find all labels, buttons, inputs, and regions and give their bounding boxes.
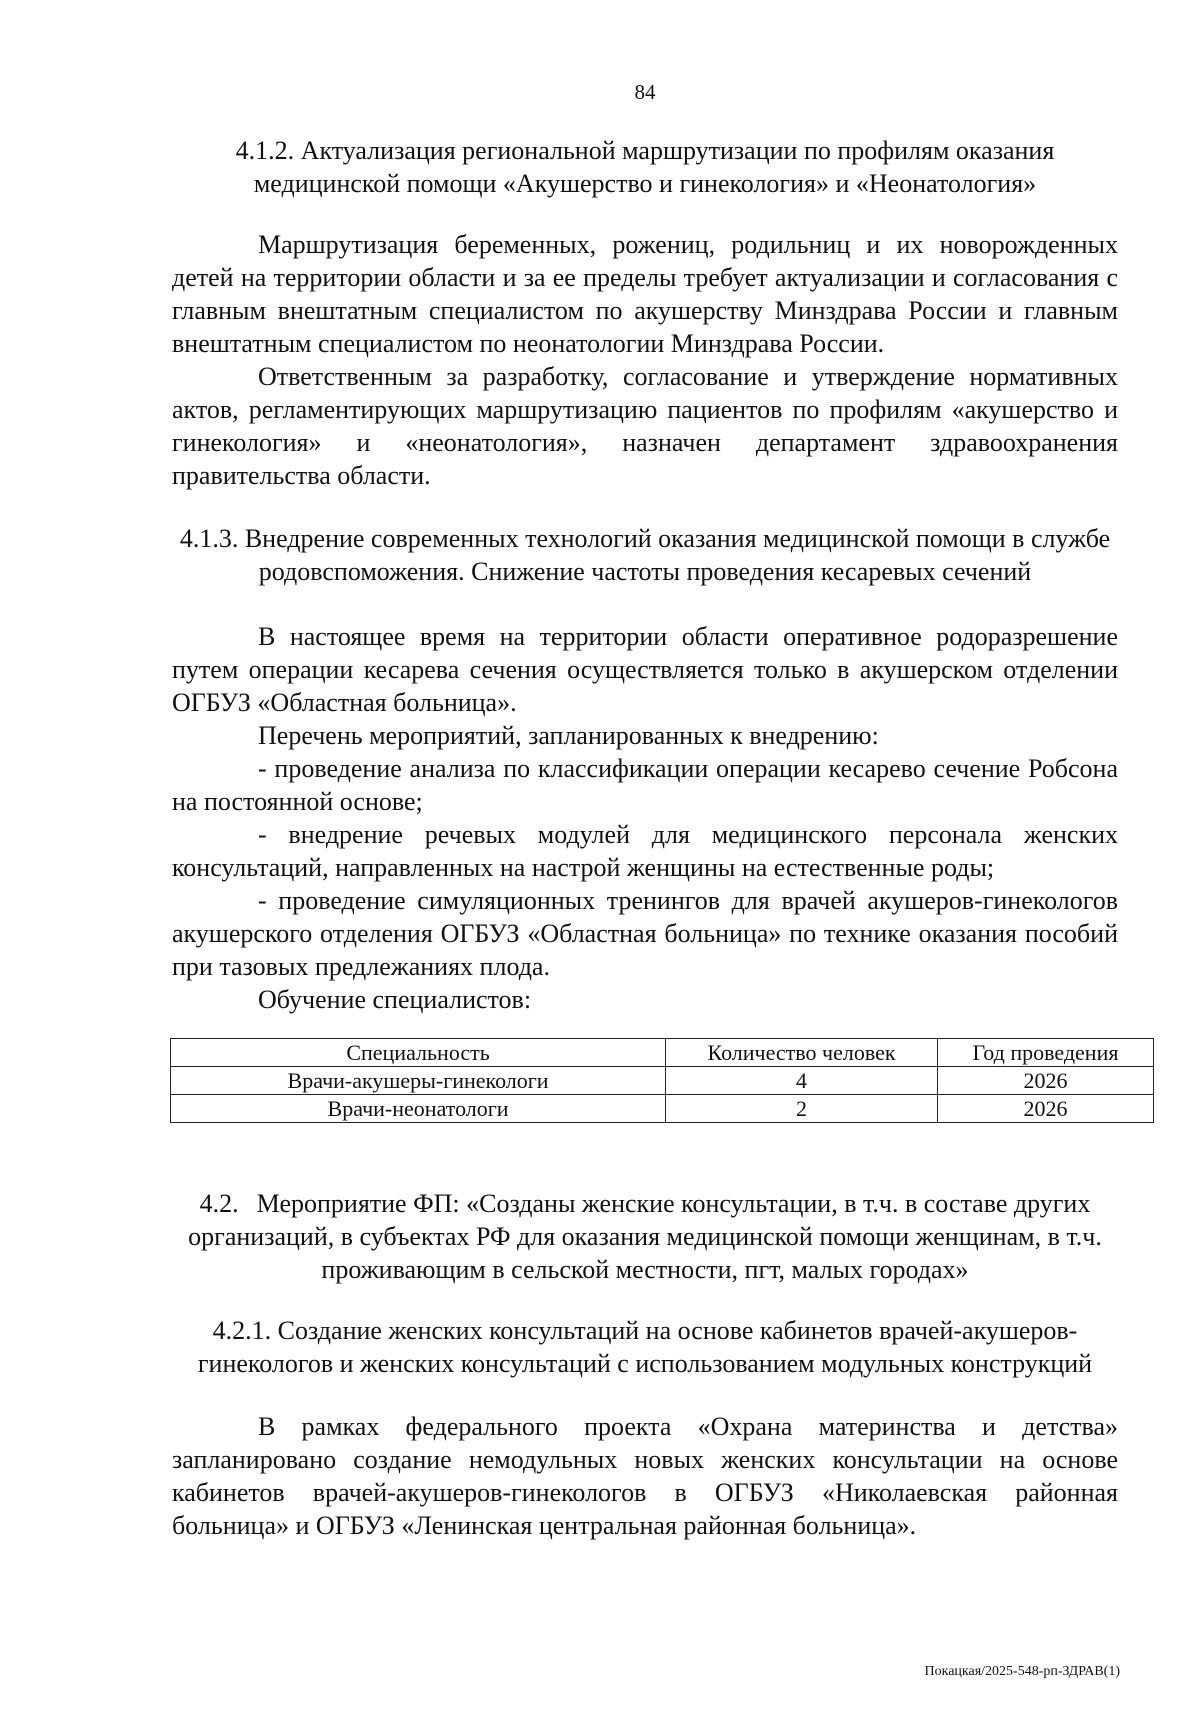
list-item: - проведение симуляционных тренингов для врачей акушеров-гинекологов акушерского отделения ОГБУЗ «Областная больница» по технике оказания пособий при тазовых предлежаниях плода. [172,886,1118,981]
section-4-1-2-paragraph-1: Маршрутизация беременных, рожениц, родильниц и их новорожденных детей на территории области и за ее пределы требует актуализации и согласования с главным внештатным специалистом по акушерству Минздрава России и главным внештатным специалистом по неонатологии Минздрава России. [172,230,1118,358]
table-cell: Врачи-неонатологи [171,1095,666,1123]
section-4-1-3-paragraph-1: В настоящее время на территории области оперативное родоразрешение путем операции кесарева сечения осуществляется только в акушерском отделении ОГБУЗ «Областная больница». [172,622,1118,717]
section-4-2-heading [172,1187,1118,1286]
section-4-1-3-paragraph-2: Перечень мероприятий, запланированных к внедрению: [258,721,879,750]
table-cell: Врачи-акушеры-гинекологи [171,1067,666,1095]
column-header-year: Год проведения [937,1039,1153,1067]
column-header-specialty: Специальность [171,1039,666,1067]
table-cell: 2026 [937,1095,1153,1123]
document-body [172,134,1118,1542]
table-row [171,1095,1154,1123]
table-cell: 4 [666,1067,938,1095]
training-table [170,1038,1154,1123]
section-4-1-2-heading: 4.1.2. Актуализация региональной маршрутизации по профилям оказания медицинской помощи «Акушерство и гинекология» и «Неонатология» [235,136,1055,198]
table-header-row [171,1039,1154,1067]
section-4-2-title: Мероприятие ФП: «Созданы женские консультации, в т.ч. в составе других организаций, в субъектах РФ для оказания медицинской помощи женщинам, в т.ч. проживающим в сельской местности, пгт, малых городах» [188,1189,1102,1284]
list-item: - проведение анализа по классификации операции кесарево сечение Робсона на постоянной основе; [172,754,1118,816]
table-row [171,1067,1154,1095]
section-4-2-1-paragraph: В рамках федерального проекта «Охрана материнства и детства» запланировано создание немодульных новых женских консультации на основе кабинетов врачей-акушеров-гинекологов в ОГБУЗ «Николаевская районная больница» и ОГБУЗ «Ленинская центральная районная больница». [172,1412,1118,1540]
page-number: 84 [634,80,656,104]
training-intro: Обучение специалистов: [258,985,532,1014]
document-footer-code: Покацкая/2025-548-рп-ЗДРАВ(1) [924,1664,1120,1679]
table-cell: 2 [666,1095,938,1123]
section-4-2-1-heading: 4.2.1. Создание женских консультаций на основе кабинетов врачей-акушеров-гинекологов и женских консультаций с использованием модульных конструкций [197,1316,1093,1378]
section-4-1-3-heading: 4.1.3. Внедрение современных технологий оказания медицинской помощи в службе родовспоможения. Снижение частоты проведения кесаревых сечений [179,524,1111,586]
table-cell: 2026 [937,1067,1153,1095]
section-4-1-2-paragraph-2: Ответственным за разработку, согласование и утверждение нормативных актов, регламентирующих маршрутизацию пациентов по профилям «акушерство и гинекология» и «неонатология», назначен департамент здравоохранения правительства области. [172,362,1118,490]
column-header-count: Количество человек [666,1039,938,1067]
section-4-2-number: 4.2. [199,1189,239,1218]
list-item: - внедрение речевых модулей для медицинского персонала женских консультаций, направленных на настрой женщины на естественные роды; [172,820,1118,882]
